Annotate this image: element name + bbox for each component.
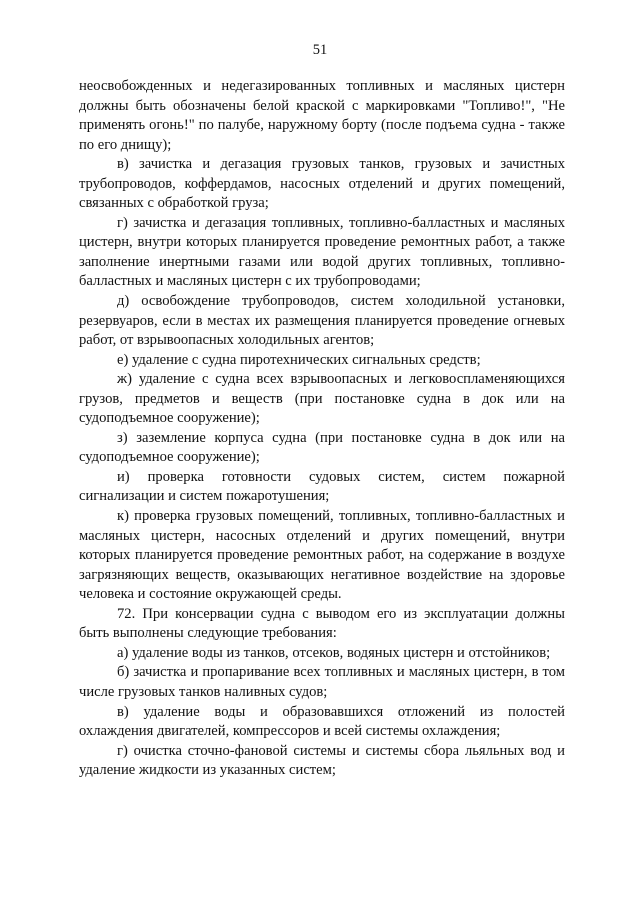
list-item-i: и) проверка готовности судовых систем, систем пожарной сигнализации и систем пожаротушения; <box>79 468 565 505</box>
document-body <box>79 77 565 781</box>
list-item-g2: г) очистка сточно-фановой системы и системы сбора льяльных вод и удаление жидкости из указанных систем; <box>79 742 565 779</box>
list-item-k: к) проверка грузовых помещений, топливных, топливно-балластных и масляных цистерн, насосных отделений и других помещений, внутри которых планируется проведение ремонтных работ, на содержание в воздухе загрязняющих веществ, оказывающих негативное воздействие на здоровье человека и состояние окружающей среды. <box>79 508 565 603</box>
list-item-v2: в) удаление воды и образовавшихся отложений из полостей охлаждения двигателей, компрессоров и всей системы охлаждения; <box>79 703 565 740</box>
section-72-paragraph: 72. При консервации судна с выводом его из эксплуатации должны быть выполнены следующие требования: <box>79 605 565 642</box>
list-item-b: б) зачистка и пропаривание всех топливных и масляных цистерн, в том числе грузовых танков наливных судов; <box>79 664 565 700</box>
list-item-z: з) заземление корпуса судна (при постановке судна в док или на судоподъемное сооружение); <box>79 429 565 466</box>
list-item-g: г) зачистка и дегазация топливных, топливно-балластных и масляных цистерн, внутри которых планируется проведение ремонтных работ, а также заполнение инертными газами или водой других топливных, топливно-балластных и масляных цистерн с их трубопроводами; <box>79 214 565 290</box>
list-item-v: в) зачистка и дегазация грузовых танков, грузовых и зачистных трубопроводов, коффердамов, насосных отделений и других помещений, связанных с обработкой груза; <box>79 156 565 212</box>
list-item-e: е) удаление с судна пиротехнических сигнальных средств; <box>117 351 481 368</box>
list-item-zh: ж) удаление с судна всех взрывоопасных и легковоспламеняющихся грузов, предметов и веществ (при постановке судна в док или на судоподъемное сооружение); <box>79 371 565 427</box>
page-number: 51 <box>312 42 328 58</box>
list-item-a: а) удаление воды из танков, отсеков, водяных цистерн и отстойников; <box>117 644 551 661</box>
paragraph-continuation: неосвобожденных и недегазированных топливных и масляных цистерн должны быть обозначены белой краской с маркировками "Топливо!", "Не применять огонь!" по палубе, наружному борту (после подъема судна - также по его днищу); <box>79 78 565 153</box>
list-item-d: д) освобождение трубопроводов, систем холодильной установки, резервуаров, если в местах их размещения планируется проведение огневых работ, от взрывоопасных холодильных агентов; <box>79 293 565 349</box>
